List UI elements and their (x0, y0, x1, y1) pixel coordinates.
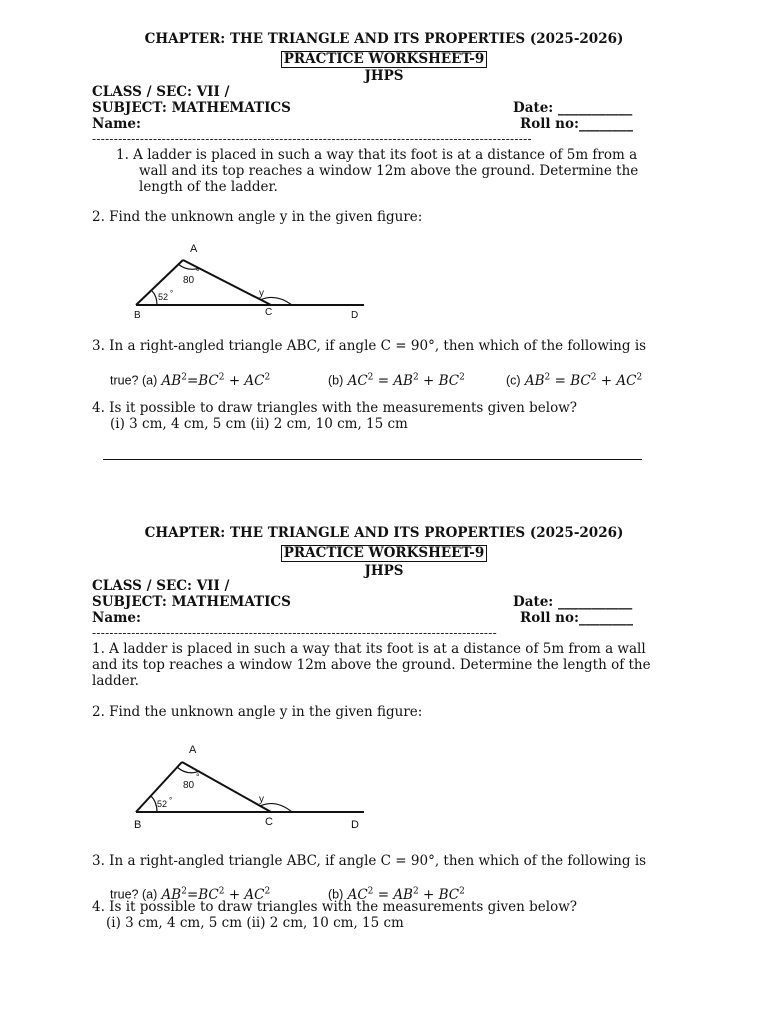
question-3: 3. In a right-angled triangle ABC, if angle C = 90°, then which of the following is (92, 338, 647, 354)
angle-a-degree: ° (196, 267, 200, 277)
option-b-formula (348, 373, 465, 389)
sq: 2 (412, 886, 419, 896)
term-bc: BC (438, 886, 460, 903)
angle-a-degree: ° (196, 772, 200, 782)
option-b-prefix: (b) (328, 887, 344, 902)
option-c-formula (525, 373, 642, 389)
question-1-line-2: wall and its top reaches a window 12m above the ground. Determine the (139, 163, 639, 179)
vertex-c-label: C (265, 307, 273, 318)
worksheet-1 (0, 0, 768, 500)
term-ac: AC (616, 372, 637, 389)
term-ac: AC (347, 372, 368, 389)
eq: = (377, 886, 390, 903)
question-2: 2. Find the unknown angle y in the given figure: (92, 704, 423, 720)
roll-no-field: Roll no:________ (520, 610, 633, 626)
roll-no-field: Roll no:________ (520, 116, 633, 132)
worksheet-title: PRACTICE WORKSHEET-9 (281, 51, 487, 68)
plus: + (423, 372, 435, 389)
point-d-label: D (351, 819, 359, 831)
term-ab: AB (161, 886, 182, 903)
plus: + (228, 886, 241, 903)
option-a-prefix: true? (a) (110, 887, 158, 902)
chapter-title: CHAPTER: THE TRIANGLE AND ITS PROPERTIES (2025-2026) (144, 31, 624, 47)
term-ac: AC (244, 372, 265, 389)
worksheet-title-box (0, 542, 768, 562)
sq: 2 (459, 372, 465, 382)
question-4-line-2: (i) 3 cm, 4 cm, 5 cm (ii) 2 cm, 10 cm, 15 cm (106, 915, 404, 931)
term-ab: AB (393, 886, 413, 903)
angle-y-label: y (259, 288, 264, 299)
date-field: Date: ___________ (513, 100, 633, 116)
date-field: Date: ___________ (513, 594, 633, 610)
option-a-prefix: true? (a) (110, 373, 158, 388)
eq: = (186, 886, 199, 903)
term-ab: AB (524, 372, 545, 389)
vertex-c-label: C (265, 816, 273, 828)
triangle-figure (126, 740, 376, 836)
sq: 2 (264, 372, 271, 382)
eq: = (377, 372, 390, 389)
eq: = (186, 372, 199, 389)
question-4-line-1: 4. Is it possible to draw triangles with the measurements given below? (92, 400, 578, 416)
question-2: 2. Find the unknown angle y in the given figure: (92, 209, 423, 225)
question-1-line-1: 1. A ladder is placed in such a way that its foot is at a distance of 5m from a (116, 147, 638, 163)
worksheet-title: PRACTICE WORKSHEET-9 (281, 545, 487, 562)
point-d-label: D (351, 310, 359, 321)
question-1-line-1: 1. A ladder is placed in such a way that its foot is at a distance of 5m from a wall (92, 641, 646, 657)
question-4-line-1: 4. Is it possible to draw triangles with the measurements given below? (92, 899, 578, 915)
angle-b-value: 52 (158, 292, 169, 302)
sq: 2 (636, 372, 643, 382)
option-b-prefix: (b) (328, 373, 344, 388)
name-field: Name: (92, 116, 141, 132)
sq: 2 (218, 886, 225, 896)
triangle-figure (126, 238, 376, 324)
worksheet-2 (0, 494, 768, 994)
option-c (506, 369, 642, 389)
plus: + (228, 372, 241, 389)
term-bc: BC (198, 886, 219, 903)
sq: 2 (218, 372, 225, 382)
sq: 2 (264, 886, 271, 896)
eq: = (554, 372, 566, 389)
class-section: CLASS / SEC: VII / (92, 84, 230, 100)
angle-b-arc (152, 291, 157, 305)
term-ac: AC (347, 886, 368, 903)
angle-y-label: y (259, 794, 264, 805)
angle-b-degree: ° (169, 796, 173, 805)
separator-line: ----------------------------------------------------------------------------------------------------- (92, 132, 532, 146)
sq: 2 (412, 372, 419, 382)
vertex-a-label: A (190, 243, 198, 255)
option-c-prefix: (c) (506, 373, 521, 388)
separator-line: --------------------------------------------------------------------------------------------- (92, 626, 497, 640)
question-1-line-2: and its top reaches a window 12m above the ground. Determine the length of the (92, 657, 651, 673)
school-name: JHPS (364, 68, 404, 84)
term-ab: AB (161, 372, 182, 389)
angle-b-value: 52 (157, 799, 168, 809)
angle-a-value: 80 (183, 780, 195, 791)
term-bc: BC (570, 372, 591, 389)
option-b (328, 369, 465, 389)
question-3: 3. In a right-angled triangle ABC, if angle C = 90°, then which of the following is (92, 853, 647, 869)
question-4-line-2: (i) 3 cm, 4 cm, 5 cm (ii) 2 cm, 10 cm, 15 cm (110, 416, 408, 432)
plus: + (423, 886, 435, 903)
vertex-a-label: A (189, 744, 197, 756)
side-ac (182, 762, 271, 812)
term-ab: AB (393, 372, 413, 389)
subject: SUBJECT: MATHEMATICS (92, 100, 291, 116)
sq: 2 (544, 372, 551, 382)
option-a-formula (162, 373, 271, 389)
class-section: CLASS / SEC: VII / (92, 578, 230, 594)
plus: + (600, 372, 613, 389)
term-bc: BC (198, 372, 219, 389)
section-divider (103, 459, 642, 460)
school-name: JHPS (364, 563, 404, 579)
question-3-options (110, 369, 270, 389)
worksheet-title-box (0, 48, 768, 68)
angle-b-degree: ° (170, 289, 174, 298)
sq: 2 (367, 372, 374, 382)
angle-a-value: 80 (183, 275, 195, 286)
chapter-title: CHAPTER: THE TRIANGLE AND ITS PROPERTIES (2025-2026) (144, 525, 624, 541)
question-1-line-3: ladder. (92, 673, 139, 689)
question-1-line-3: length of the ladder. (139, 179, 278, 195)
sq: 2 (590, 372, 597, 382)
subject: SUBJECT: MATHEMATICS (92, 594, 291, 610)
term-bc: BC (438, 372, 460, 389)
sq: 2 (459, 886, 465, 896)
sq: 2 (181, 886, 187, 896)
vertex-b-label: B (134, 819, 142, 831)
term-ac: AC (244, 886, 265, 903)
sq: 2 (181, 372, 187, 382)
vertex-b-label: B (134, 310, 141, 321)
sq: 2 (367, 886, 374, 896)
name-field: Name: (92, 610, 141, 626)
